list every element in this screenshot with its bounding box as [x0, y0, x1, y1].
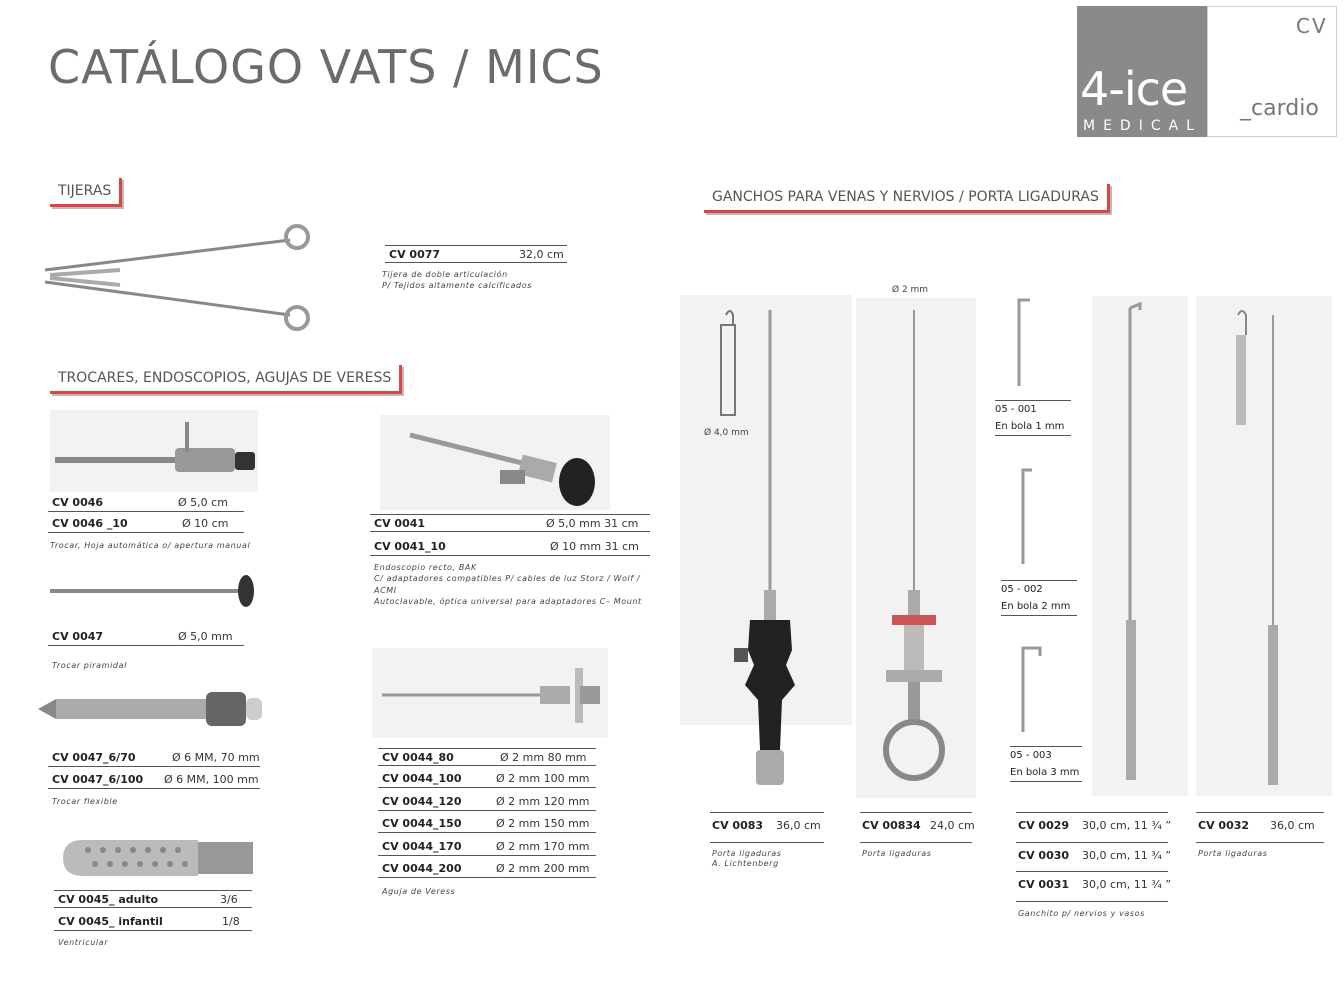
trocar-flexible-image: [36, 684, 266, 734]
endoscope-image: [405, 420, 605, 510]
veress-row-1: CV 0044_80 Ø 2 mm 80 mm: [378, 748, 596, 766]
porta-0083-image: [700, 305, 810, 790]
endoscope-row-1: CV 0041 Ø 5,0 mm 31 cm: [370, 514, 650, 532]
porta-00834-row: CV 00834 24,0 cm: [860, 812, 972, 843]
porta-0083-desc-2: A. Lichtenberg: [712, 859, 779, 868]
gancho-2-image: [1014, 466, 1044, 566]
ventricular-row-2: CV 0045_ infantil 1/8: [54, 913, 252, 931]
section-ganchos: GANCHOS PARA VENAS Y NERVIOS / PORTA LIGADURAS: [704, 184, 1110, 213]
endoscope-desc-3: ACMI: [374, 586, 397, 595]
endoscope-desc-2: C/ adaptadores compatibles P/ cables de luz Storz / Wolf /: [374, 574, 641, 583]
porta-00834-desc: Porta ligaduras: [862, 849, 932, 858]
gancho-3-code: 05 - 003: [1010, 746, 1082, 765]
porta-0032-image: [1220, 305, 1320, 790]
porta-0032-desc: Porta ligaduras: [1198, 849, 1268, 858]
trocar-0046-row-2: CV 0046 _10 Ø 10 cm: [48, 515, 244, 533]
section-tijeras: TIJERAS: [50, 178, 122, 207]
gancho-2-code: 05 - 002: [1001, 580, 1077, 599]
gancho-1-image: [1010, 296, 1040, 391]
page-title: CATÁLOGO VATS / MICS: [48, 40, 604, 94]
gancho-1-code: 05 - 001: [995, 400, 1071, 419]
ganchito-image: [1100, 300, 1180, 790]
tijeras-desc-1: Tijera de doble articulación: [382, 270, 508, 279]
logo-cardio-text: _cardio: [1240, 96, 1319, 121]
trocar-0047-image: [48, 565, 263, 615]
endoscope-row-2: CV 0041_10 Ø 10 mm 31 cm: [370, 538, 650, 556]
trocar-0046-image: [50, 410, 258, 492]
ganchito-row-3: CV 0031 30,0 cm, 11 ¾ ”: [1016, 872, 1168, 902]
ventricular-desc: Ventricular: [58, 938, 109, 947]
trocar-0046-row-1: CV 0046 Ø 5,0 cm: [48, 494, 244, 512]
veress-row-2: CV 0044_100 Ø 2 mm 100 mm: [378, 770, 596, 788]
trocar-0047-desc: Trocar piramidal: [52, 661, 127, 670]
trocar-flexible-row-1: CV 0047_6/70 Ø 6 MM, 70 mm: [48, 749, 260, 767]
trocar-0047-row: CV 0047 Ø 5,0 mm: [48, 628, 244, 646]
ventricular-image: [58, 832, 258, 884]
ganchito-desc: Ganchito p/ nervios y vasos: [1018, 909, 1145, 918]
endoscope-desc-1: Endoscopio recto, BAK: [374, 563, 477, 572]
ventricular-row-1: CV 0045_ adulto 3/6: [54, 890, 252, 908]
porta-00834-image: [866, 305, 966, 795]
logo-medical-text: MEDICAL: [1083, 118, 1202, 134]
gancho-3-label: En bola 3 mm: [1010, 764, 1082, 782]
scissors-image: [40, 220, 315, 335]
logo-cv-text: CV: [1296, 14, 1328, 38]
veress-row-5: CV 0044_170 Ø 2 mm 170 mm: [378, 838, 596, 856]
veress-row-3: CV 0044_120 Ø 2 mm 120 mm: [378, 793, 596, 811]
trocar-flexible-row-2: CV 0047_6/100 Ø 6 MM, 100 mm: [48, 771, 260, 789]
endoscope-desc-4: Autoclavable, óptica universal para adaptadores C– Mount: [374, 597, 642, 606]
veress-image: [380, 660, 605, 730]
section-trocares: TROCARES, ENDOSCOPIOS, AGUJAS DE VERESS: [50, 365, 402, 394]
gancho-3-image: [1014, 644, 1050, 734]
porta-0083-desc-1: Porta ligaduras: [712, 849, 782, 858]
logo-main-text: 4-ice: [1080, 62, 1188, 116]
trocar-flexible-desc: Trocar flexible: [52, 797, 118, 806]
trocar-0046-desc: Trocar, Hoja automática o/ apertura manual: [50, 541, 251, 550]
porta-0032-row: CV 0032 36,0 cm: [1196, 812, 1324, 843]
gancho-2-label: En bola 2 mm: [1001, 598, 1077, 616]
porta-0083-diameter: Ø 4,0 mm: [704, 428, 749, 438]
gancho-1-label: En bola 1 mm: [995, 418, 1071, 436]
ganchito-row-1: CV 0029 30,0 cm, 11 ¾ ”: [1016, 812, 1168, 843]
porta-0083-row: CV 0083 36,0 cm: [710, 812, 824, 843]
veress-row-6: CV 0044_200 Ø 2 mm 200 mm: [378, 860, 596, 878]
veress-row-4: CV 0044_150 Ø 2 mm 150 mm: [378, 815, 596, 833]
tijeras-row: CV 0077 32,0 cm: [385, 245, 567, 263]
veress-desc: Aguja de Veress: [382, 887, 456, 896]
tijeras-desc-2: P/ Tejidos altamente calcificados: [382, 281, 532, 290]
porta-00834-diameter: Ø 2 mm: [892, 285, 929, 295]
ganchito-row-2: CV 0030 30,0 cm, 11 ¾ ”: [1016, 843, 1168, 872]
